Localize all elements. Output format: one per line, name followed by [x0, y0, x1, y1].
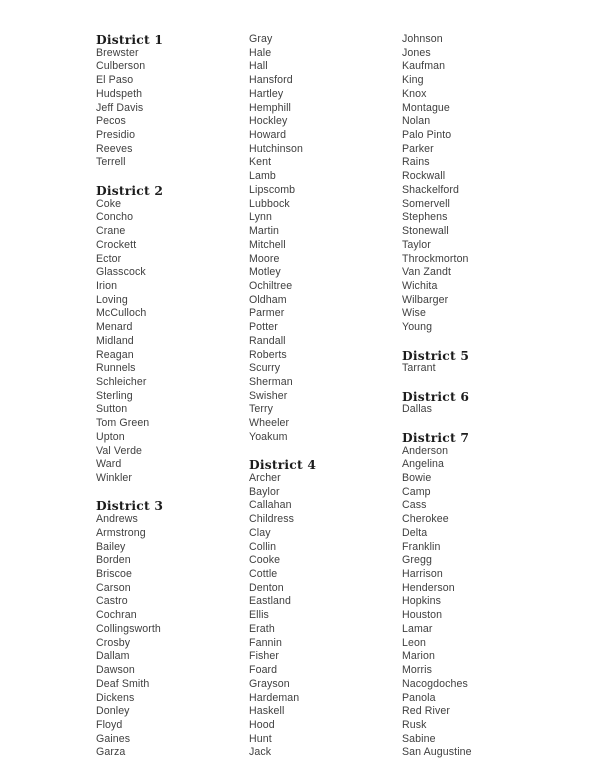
county-item: Mitchell	[249, 238, 286, 251]
county-item: Borden	[96, 554, 131, 567]
county-item: Bailey	[96, 540, 126, 553]
county-item: Ward	[96, 458, 122, 471]
county-item: Brewster	[96, 46, 139, 59]
county-item: Menard	[96, 321, 133, 334]
county-item: Parmer	[249, 307, 285, 320]
county-item: Winkler	[96, 472, 133, 484]
district-heading: District 3	[96, 498, 164, 514]
county-item: Anderson	[402, 444, 449, 457]
county-item: Ellis	[249, 609, 269, 622]
county-item: Dawson	[96, 664, 135, 677]
county-item: Sutton	[96, 403, 128, 416]
county-item: Cherokee	[402, 513, 449, 526]
county-item: Reeves	[96, 142, 133, 155]
county-item: Reagan	[96, 348, 134, 361]
county-item: Armstrong	[96, 526, 146, 539]
section-gap	[96, 170, 246, 184]
county-item: Van Zandt	[402, 266, 451, 279]
county-item: Hall	[249, 60, 268, 73]
county-item: Hemphill	[249, 101, 292, 114]
county-item: Jeff Davis	[96, 101, 144, 114]
county-item: Floyd	[96, 718, 123, 731]
district-heading: District 1	[96, 32, 164, 47]
column-3	[402, 33, 552, 760]
county-item: Gray	[249, 33, 273, 45]
county-item: Archer	[249, 472, 281, 484]
county-item: Lipscomb	[249, 183, 296, 196]
county-item: Deaf Smith	[96, 677, 150, 690]
county-item: Lynn	[249, 211, 272, 224]
county-item: Erath	[249, 622, 275, 635]
county-item: Oldham	[249, 293, 287, 306]
county-item: Rusk	[402, 718, 427, 731]
county-item: Terry	[249, 403, 274, 416]
county-item: Kaufman	[402, 60, 446, 73]
county-item: Midland	[96, 334, 134, 347]
county-item: Hale	[249, 46, 272, 59]
county-item: Andrews	[96, 513, 138, 526]
district-heading: District 2	[96, 182, 164, 198]
district-heading: District 4	[249, 457, 317, 473]
county-item: Collingsworth	[96, 622, 161, 635]
county-item: Gaines	[96, 732, 131, 745]
county-item: Leon	[402, 636, 426, 649]
county-item: Donley	[96, 705, 130, 718]
county-item: Harrison	[402, 568, 443, 581]
county-item: Stephens	[402, 211, 448, 224]
county-item: Rockwall	[402, 170, 446, 183]
county-item: Dallas	[402, 403, 433, 416]
county-item: Schleicher	[96, 375, 147, 388]
county-item: Pecos	[96, 115, 126, 128]
county-item: Hood	[249, 718, 275, 731]
county-item: McCulloch	[96, 307, 147, 320]
county-item: Red River	[402, 705, 450, 718]
county-item: Val Verde	[96, 444, 143, 457]
county-item: Stonewall	[402, 225, 449, 238]
county-item: Baylor	[249, 485, 280, 498]
county-item: Hansford	[249, 74, 293, 87]
county-item: Collin	[249, 540, 277, 553]
county-item: Wise	[402, 307, 426, 320]
county-item: Delta	[402, 526, 428, 539]
county-item: Morris	[402, 664, 433, 677]
county-item: Hockley	[249, 115, 288, 128]
county-item: Martin	[249, 225, 280, 238]
county-item: King	[402, 74, 424, 87]
county-item: Knox	[402, 87, 427, 100]
county-item: Concho	[96, 211, 134, 224]
county-item: Dallam	[96, 650, 130, 663]
county-item: Fannin	[249, 636, 282, 649]
county-item: Jones	[402, 46, 431, 59]
county-item: Terrell	[96, 156, 126, 169]
county-item: Moore	[249, 252, 280, 265]
county-item: Upton	[96, 430, 125, 443]
county-item: Gregg	[402, 554, 432, 567]
county-item: Jack	[249, 746, 272, 759]
county-item: Yoakum	[249, 430, 288, 443]
county-item: Tom Green	[96, 417, 150, 430]
section-gap	[402, 376, 552, 390]
county-item: Lamb	[249, 170, 276, 183]
county-item: Hardeman	[249, 691, 300, 704]
county-item: Montague	[402, 101, 450, 114]
county-item: Marion	[402, 650, 435, 663]
county-item: Angelina	[402, 458, 445, 471]
county-item: Cooke	[249, 554, 281, 567]
county-item: Tarrant	[402, 362, 436, 375]
section-gap	[402, 335, 552, 349]
county-item: Nolan	[402, 115, 431, 128]
county-item: Irion	[96, 279, 118, 292]
county-item: Dickens	[96, 691, 135, 704]
district-heading: District 7	[402, 429, 470, 445]
column-1	[96, 33, 246, 760]
county-item: Potter	[249, 321, 278, 334]
county-item: El Paso	[96, 74, 134, 87]
county-item: Crosby	[96, 636, 131, 649]
county-item: Castro	[96, 595, 128, 608]
county-item: Sabine	[402, 732, 436, 745]
county-item: Culberson	[96, 60, 146, 73]
county-item: Hartley	[249, 87, 284, 100]
county-item: Panola	[402, 691, 436, 704]
county-item: Haskell	[249, 705, 285, 718]
county-item: Motley	[249, 266, 281, 279]
county-item: Rains	[402, 156, 430, 169]
county-item: Fisher	[249, 650, 280, 663]
county-item: Parker	[402, 142, 434, 155]
district-heading: District 6	[402, 388, 470, 404]
county-item: Foard	[249, 664, 278, 677]
county-item: Glasscock	[96, 266, 146, 279]
section-gap	[249, 445, 399, 459]
county-item: Throckmorton	[402, 252, 469, 265]
county-item: Ochiltree	[249, 279, 293, 292]
county-item: Loving	[96, 293, 128, 306]
county-item: Roberts	[249, 348, 287, 361]
county-item: Wheeler	[249, 417, 290, 430]
county-item: Hutchinson	[249, 142, 303, 155]
section-gap	[402, 417, 552, 431]
county-item: Wichita	[402, 279, 438, 292]
section-gap	[96, 486, 246, 500]
county-item: Presidio	[96, 129, 136, 142]
county-item: Crockett	[96, 238, 137, 251]
county-item: Crane	[96, 225, 126, 238]
county-item: Scurry	[249, 362, 281, 375]
county-item: Cochran	[96, 609, 137, 622]
county-item: Hudspeth	[96, 87, 143, 100]
county-item: Runnels	[96, 362, 136, 375]
county-item: Camp	[402, 485, 431, 498]
county-item: Henderson	[402, 581, 455, 594]
county-item: Nacogdoches	[402, 677, 468, 690]
county-item: Wilbarger	[402, 293, 449, 306]
county-item: Young	[402, 321, 433, 334]
county-item: Briscoe	[96, 568, 133, 581]
county-item: Howard	[249, 129, 287, 142]
county-item: Childress	[249, 513, 295, 526]
county-item: Callahan	[249, 499, 292, 512]
county-item: Garza	[96, 746, 126, 759]
county-item: Grayson	[249, 677, 290, 690]
county-item: Sterling	[96, 389, 133, 402]
county-item: Hunt	[249, 732, 272, 745]
county-item: Cass	[402, 499, 427, 512]
county-item: Houston	[402, 609, 443, 622]
county-item: Clay	[249, 526, 271, 539]
county-item: Somervell	[402, 197, 450, 210]
county-item: Carson	[96, 581, 131, 594]
county-item: San Augustine	[402, 746, 472, 759]
county-item: Bowie	[402, 472, 432, 484]
county-item: Franklin	[402, 540, 441, 553]
county-item: Lubbock	[249, 197, 290, 210]
county-item: Lamar	[402, 622, 433, 635]
county-item: Eastland	[249, 595, 292, 608]
county-item: Ector	[96, 252, 122, 265]
county-item: Hopkins	[402, 595, 441, 608]
county-item: Johnson	[402, 33, 443, 45]
county-item: Taylor	[402, 238, 431, 251]
county-item: Palo Pinto	[402, 129, 452, 142]
column-2	[249, 33, 399, 760]
county-item: Sherman	[249, 375, 293, 388]
county-item: Denton	[249, 581, 284, 594]
county-item: Shackelford	[402, 183, 460, 196]
district-heading: District 5	[402, 347, 470, 363]
county-item: Kent	[249, 156, 272, 169]
county-item: Cottle	[249, 568, 278, 581]
county-item: Swisher	[249, 389, 288, 402]
county-item: Randall	[249, 334, 286, 347]
county-item: Coke	[96, 197, 122, 210]
